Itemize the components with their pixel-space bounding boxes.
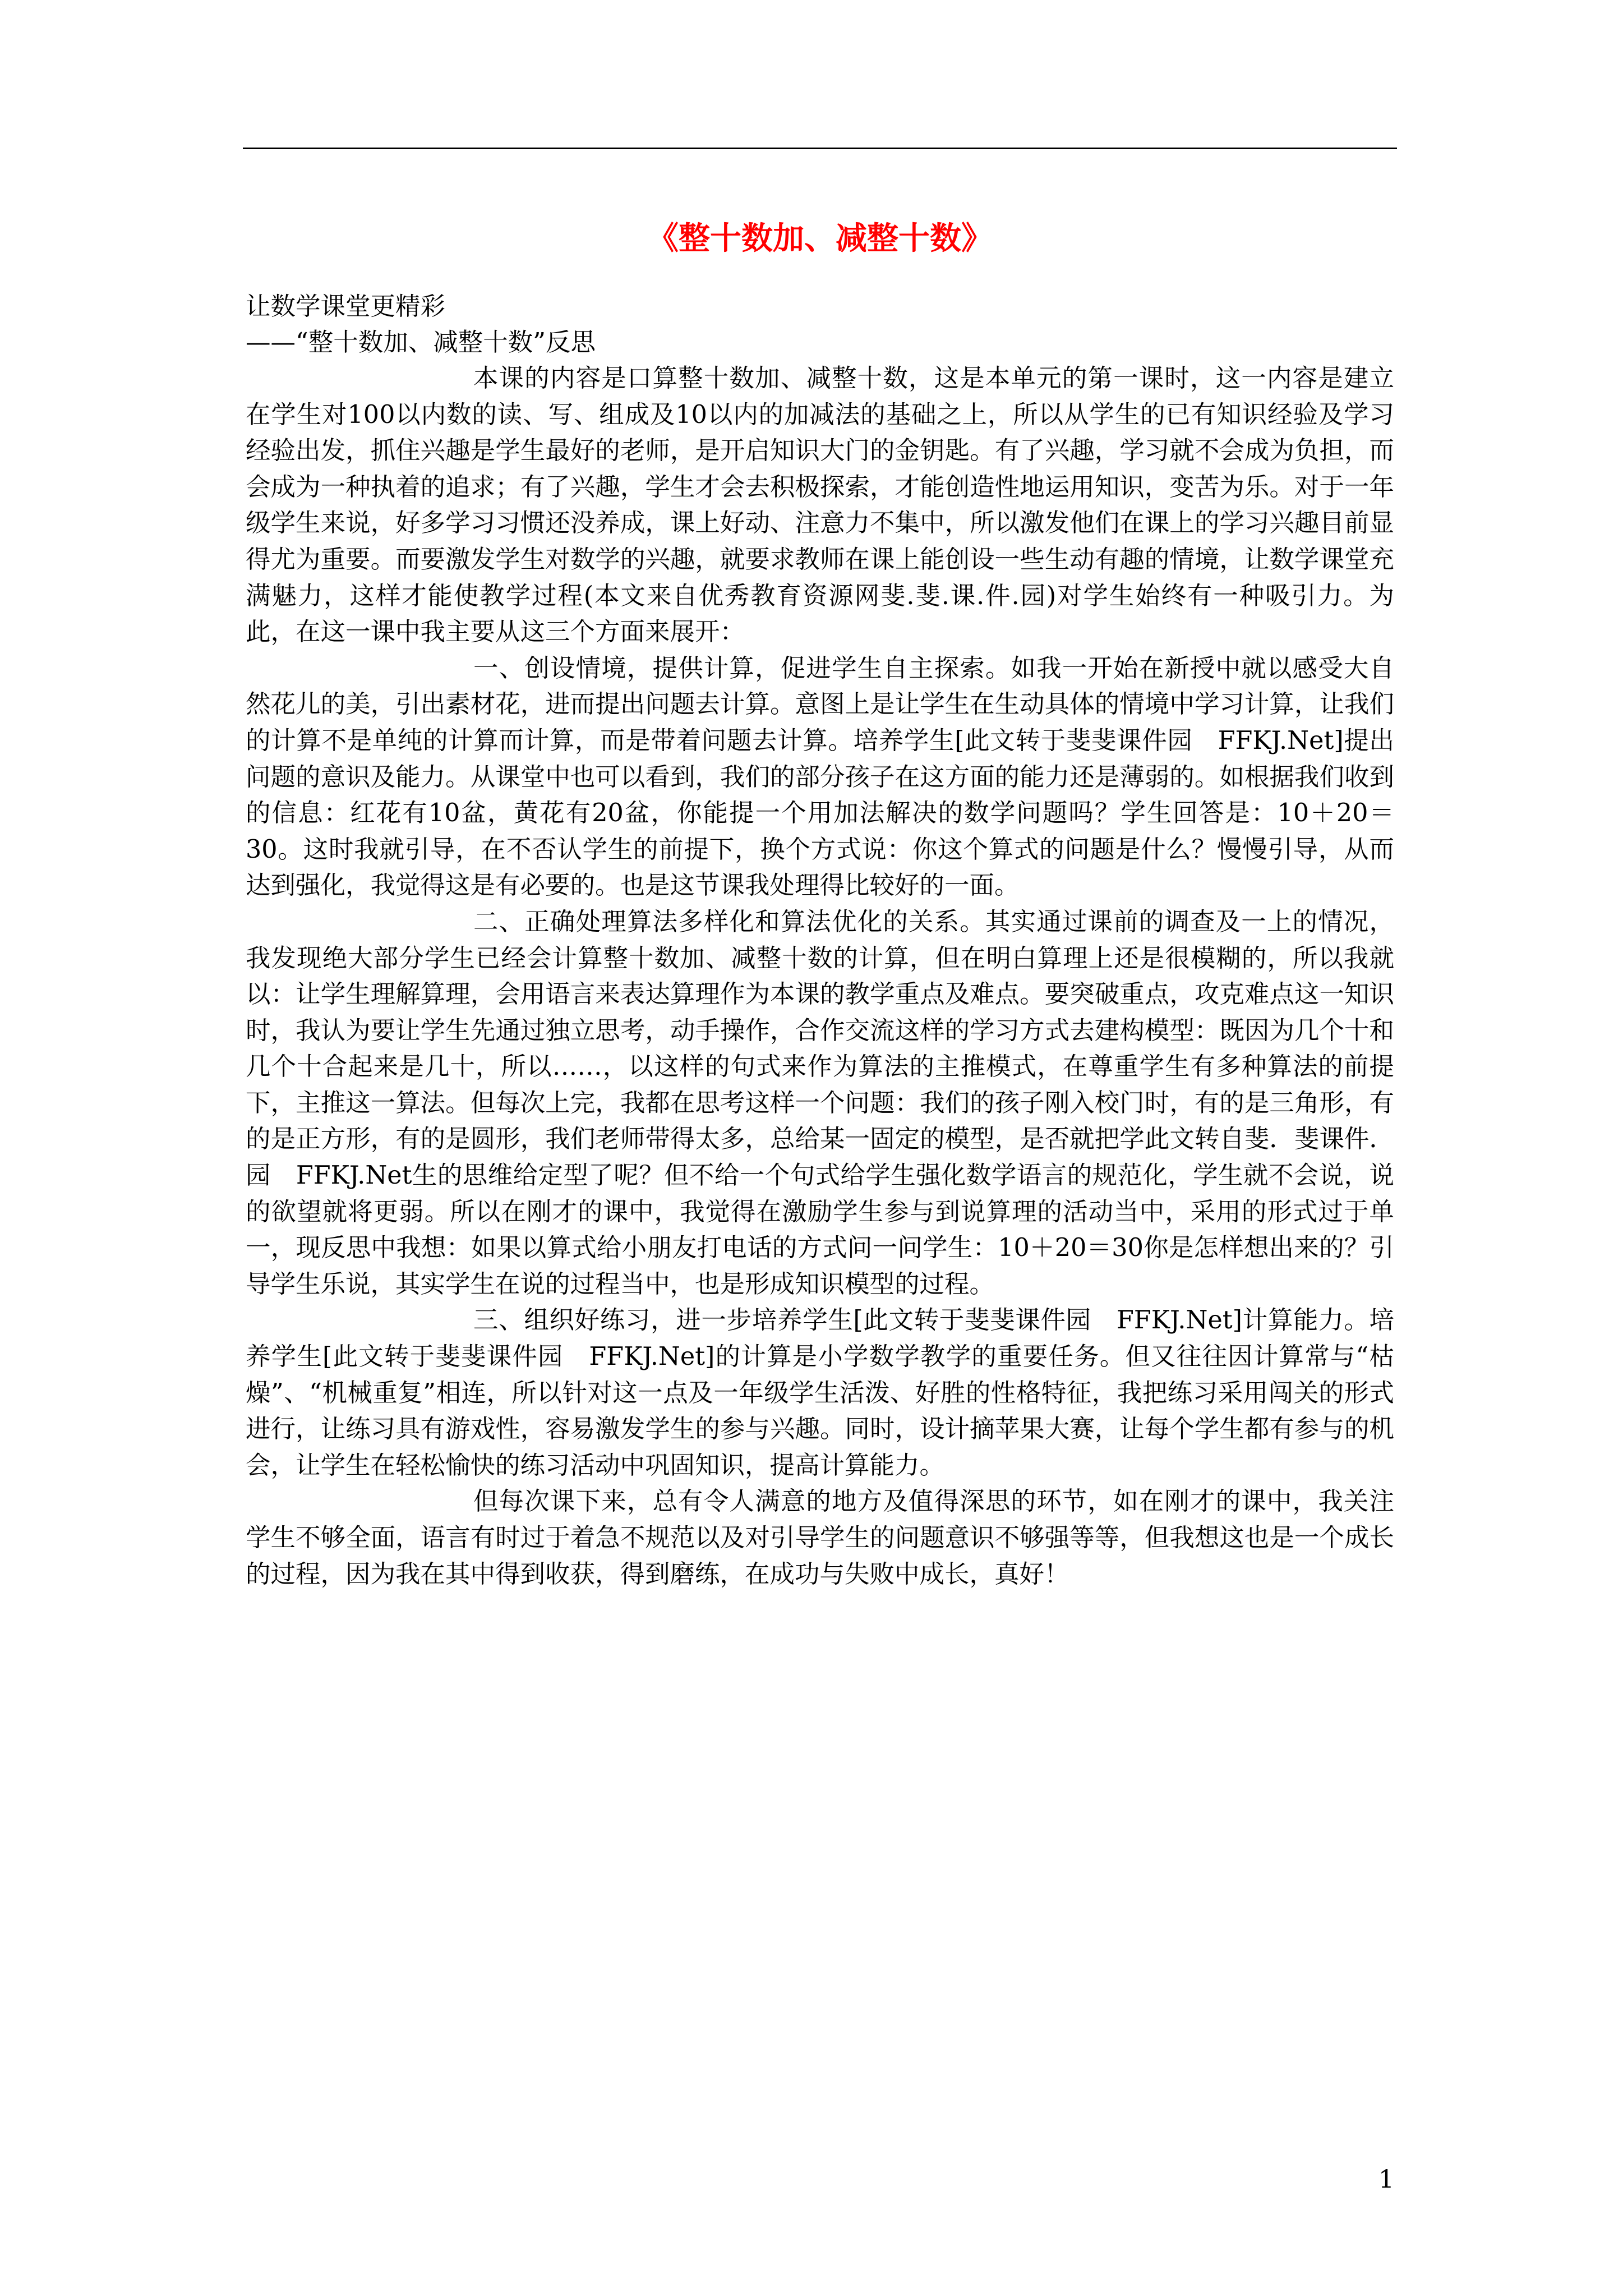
document-body (246, 289, 1394, 1593)
paragraph-point-2: 二、正确处理算法多样化和算法优化的关系。其实通过课前的调查及一上的情况，我发现绝大部分学生已经会计算整十数加、减整十数的计算，但在明白算理上还是很模糊的，所以我就以：让学生理解算理，会用语言来表达算理作为本课的教学重点及难点。要突破重点，攻克难点这一知识时，我认为要让学生先通过独立思考，动手操作，合作交流这样的学习方式去建构模型：既因为几个十和几个十合起来是几十，所以……，以这样的句式来作为算法的主推模式，在尊重学生有多种算法的前提下，主推这一算法。但每次上完，我都在思考这样一个问题：我们的孩子刚入校门时，有的是三角形，有的是正方形，有的是圆形，我们老师带得太多，总给某一固定的模型，是否就把学此文转自斐．斐课件．园 FFKJ.Net生的思维给定型了呢？但不给一个句式给学生强化数学语言的规范化，学生就不会说，说的欲望就将更弱。所以在刚才的课中，我觉得在激励学生参与到说算理的活动当中，采用的形式过于单一，现反思中我想：如果以算式给小朋友打电话的方式问一问学生：10＋20＝30你是怎样想出来的？引导学生乐说，其实学生在说的过程当中，也是形成知识模型的过程。 (246, 907, 1394, 1299)
header-rule (243, 148, 1397, 149)
document-title: 《整十数加、减整十数》 (647, 220, 993, 257)
subtitle: 让数学课堂更精彩 (246, 292, 446, 321)
paragraph-point-3: 三、组织好练习，进一步培养学生[此文转于斐斐课件园 FFKJ.Net]计算能力。培养学生[此文转于斐斐课件园 FFKJ.Net]的计算是小学数学教学的重要任务。但又往往因计算常与“枯燥”、“机械重复”相连，所以针对这一点及一年级学生活泼、好胜的性格特征，我把练习采用闯关的形式进行，让练习具有游戏性，容易激发学生的参与兴趣。同时，设计摘苹果大赛，让每个学生都有参与的机会，让学生在轻松愉快的练习活动中巩固知识，提高计算能力。 (246, 1306, 1394, 1480)
paragraph-intro: 本课的内容是口算整十数加、减整十数，这是本单元的第一课时，这一内容是建立在学生对100以内数的读、写、组成及10以内的加减法的基础之上，所以从学生的已有知识经验及学习经验出发，抓住兴趣是学生最好的老师，是开启知识大门的金钥匙。有了兴趣，学习就不会成为负担，而会成为一种执着的追求；有了兴趣，学生才会去积极探索，才能创造性地运用知识，变苦为乐。对于一年级学生来说，好多学习习惯还没养成，课上好动、注意力不集中，所以激发他们在课上的学习兴趣目前显得尤为重要。而要激发学生对数学的兴趣，就要求教师在课上能创设一些生动有趣的情境，让数学课堂充满魅力，这样才能使教学过程(本文来自优秀教育资源网斐.斐.课.件.园)对学生始终有一种吸引力。为此，在这一课中我主要从这三个方面来展开： (246, 364, 1394, 647)
paragraph-point-1: 一、创设情境，提供计算，促进学生自主探索。如我一开始在新授中就以感受大自然花儿的美，引出素材花，进而提出问题去计算。意图上是让学生在生动具体的情境中学习计算，让我们的计算不是单纯的计算而计算，而是带着问题去计算。培养学生[此文转于斐斐课件园 FFKJ.Net]提出问题的意识及能力。从课堂中也可以看到，我们的部分孩子在这方面的能力还是薄弱的。如根据我们收到的信息：红花有10盆，黄花有20盆，你能提一个用加法解决的数学问题吗？学生回答是：10＋20＝30。这时我就引导，在不否认学生的前提下，换个方式说：你这个算式的问题是什么？慢慢引导，从而达到强化，我觉得这是有必要的。也是这节课我处理得比较好的一面。 (246, 654, 1394, 900)
page-number: 1 (1378, 2165, 1394, 2194)
paragraph-conclusion: 但每次课下来，总有令人满意的地方及值得深思的环节，如在刚才的课中，我关注学生不够全面，语言有时过于着急不规范以及对引导学生的问题意识不够强等等，但我想这也是一个成长的过程，因为我在其中得到收获，得到磨练，在成功与失败中成长，真好！ (246, 1487, 1394, 1589)
subtitle-reflection: ——“整十数加、减整十数”反思 (246, 328, 596, 357)
